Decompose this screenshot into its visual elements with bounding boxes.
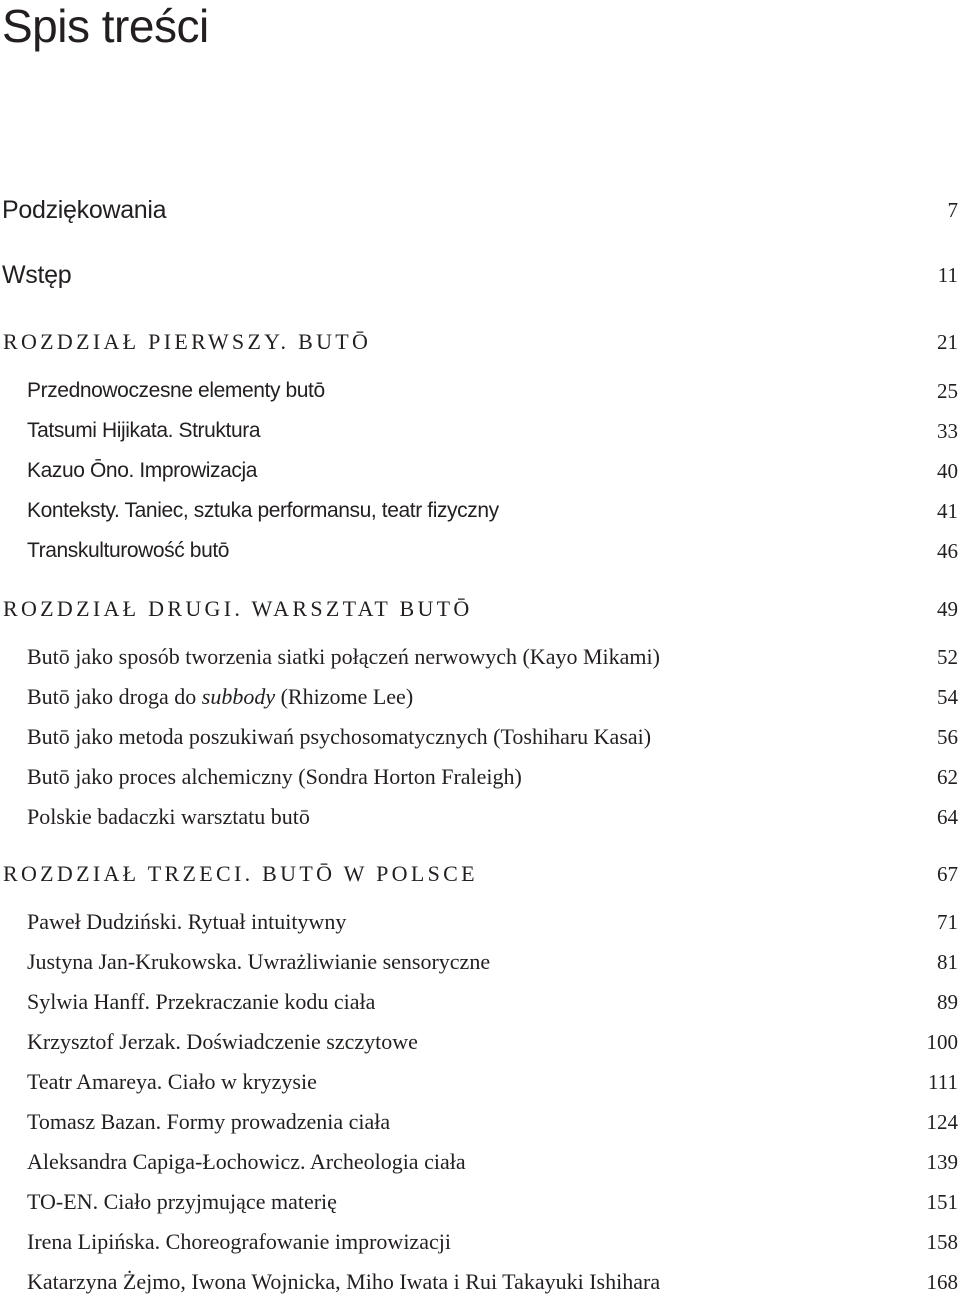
toc-section[interactable] — [27, 637, 958, 677]
toc-entry-title: Podziękowania — [2, 196, 167, 224]
toc-entry-page: 151 — [926, 1190, 958, 1214]
toc-section-title: Aleksandra Capiga-Łochowicz. Archeologia ciała — [27, 1149, 466, 1174]
toc-section-title: Krzysztof Jerzak. Doświadczenie szczytowe — [27, 1029, 418, 1054]
toc-section[interactable] — [27, 677, 958, 717]
toc-section-title: Polskie badaczki warsztatu butō — [27, 804, 310, 829]
toc-entry-page: 81 — [937, 950, 958, 974]
toc-entry-page: 67 — [937, 862, 958, 886]
toc-entry-podziekowania[interactable] — [2, 190, 958, 230]
toc-entry-page: 54 — [937, 685, 958, 709]
toc-section-title: Kazuo Ōno. Improwizacja — [27, 459, 258, 482]
toc-section-title: Katarzyna Żejmo, Iwona Wojnicka, Miho Iwata i Rui Takayuki Ishihara — [27, 1269, 661, 1294]
toc-section[interactable] — [27, 797, 958, 837]
toc-section[interactable] — [27, 757, 958, 797]
toc-entry-page: 46 — [937, 539, 958, 563]
toc-entry-page: 64 — [937, 805, 958, 829]
toc-section-title: Justyna Jan-Krukowska. Uwrażliwianie sensoryczne — [27, 949, 491, 974]
toc-section[interactable] — [27, 1262, 958, 1302]
toc-section-title: Przednowoczesne elementy butō — [27, 379, 325, 402]
toc-chapter-2[interactable] — [3, 589, 958, 629]
toc-section-title: Butō jako proces alchemiczny (Sondra Horton Fraleigh) — [27, 764, 522, 789]
toc-entry-page: 21 — [937, 330, 958, 354]
toc-section-title: Butō jako sposób tworzenia siatki połączeń nerwowych (Kayo Mikami) — [27, 644, 660, 669]
toc-entry-page: 100 — [926, 1030, 958, 1054]
toc-entry-page: 52 — [937, 645, 958, 669]
toc-section[interactable] — [27, 982, 958, 1022]
page-title: Spis treści — [2, 0, 209, 52]
toc-section-title: Tomasz Bazan. Formy prowadzenia ciała — [27, 1109, 391, 1134]
toc-section-title: Butō jako metoda poszukiwań psychosomatycznych (Toshiharu Kasai) — [27, 724, 652, 749]
toc-section[interactable] — [27, 1182, 958, 1222]
toc-entry-page: 49 — [937, 597, 958, 621]
toc-entry-page: 139 — [926, 1150, 958, 1174]
toc-chapter-title: ROZDZIAŁ PIERWSZY. BUTŌ — [3, 329, 372, 354]
toc-section[interactable] — [27, 491, 958, 531]
toc-entry-page: 124 — [926, 1110, 958, 1134]
toc-entry-page: 7 — [947, 198, 958, 222]
toc-title-part: Butō jako droga do — [27, 684, 202, 709]
toc-entry-page: 111 — [928, 1070, 958, 1094]
toc-entry-page: 11 — [937, 263, 958, 287]
toc-section-title: TO-EN. Ciało przyjmujące materię — [27, 1189, 337, 1214]
toc-section-title: Sylwia Hanff. Przekraczanie kodu ciała — [27, 989, 376, 1014]
toc-section[interactable] — [27, 1102, 958, 1142]
toc-entry-page: 89 — [937, 990, 958, 1014]
toc-section[interactable] — [27, 942, 958, 982]
toc-section-title: Paweł Dudziński. Rytuał intuitywny — [27, 909, 347, 934]
toc-title-part: (Rhizome Lee) — [275, 684, 414, 709]
toc-entry-page: 25 — [937, 379, 958, 403]
toc-section[interactable] — [27, 531, 958, 571]
toc-section[interactable] — [27, 1022, 958, 1062]
toc-section[interactable] — [27, 411, 958, 451]
toc-section[interactable] — [27, 717, 958, 757]
toc-chapter-title: ROZDZIAŁ TRZECI. BUTŌ W POLSCE — [3, 861, 478, 886]
toc-chapter-title: ROZDZIAŁ DRUGI. WARSZTAT BUTŌ — [3, 596, 473, 621]
toc-title-emphasis: subbody — [201, 684, 276, 709]
toc-chapter-3[interactable] — [3, 854, 958, 894]
toc-entry-wstep[interactable] — [2, 255, 958, 295]
toc-section[interactable] — [27, 902, 958, 942]
toc-section[interactable] — [27, 1222, 958, 1262]
toc-entry-page: 40 — [937, 459, 958, 483]
toc-section[interactable] — [27, 451, 958, 491]
toc-section[interactable] — [27, 1142, 958, 1182]
toc-section-title: Teatr Amareya. Ciało w kryzysie — [27, 1069, 317, 1094]
toc-section-title: Transkulturowość butō — [27, 539, 230, 562]
toc-section[interactable] — [27, 371, 958, 411]
toc-entry-page: 168 — [926, 1270, 958, 1294]
toc-entry-page: 41 — [937, 499, 958, 523]
toc-entry-page: 62 — [937, 765, 958, 789]
toc-entry-title: Wstęp — [2, 261, 72, 289]
toc-entry-page: 71 — [937, 910, 958, 934]
toc-entry-page: 33 — [937, 419, 958, 443]
toc-entry-page: 56 — [937, 725, 958, 749]
toc-section-title: Tatsumi Hijikata. Struktura — [27, 419, 261, 442]
toc-section-title: Konteksty. Taniec, sztuka performansu, teatr fizyczny — [27, 499, 499, 522]
toc-entry-page: 158 — [926, 1230, 958, 1254]
toc-section[interactable] — [27, 1062, 958, 1102]
toc-section-title: Irena Lipińska. Choreografowanie improwizacji — [27, 1229, 451, 1254]
toc-chapter-1[interactable] — [3, 322, 958, 362]
toc-section-title — [27, 677, 413, 717]
